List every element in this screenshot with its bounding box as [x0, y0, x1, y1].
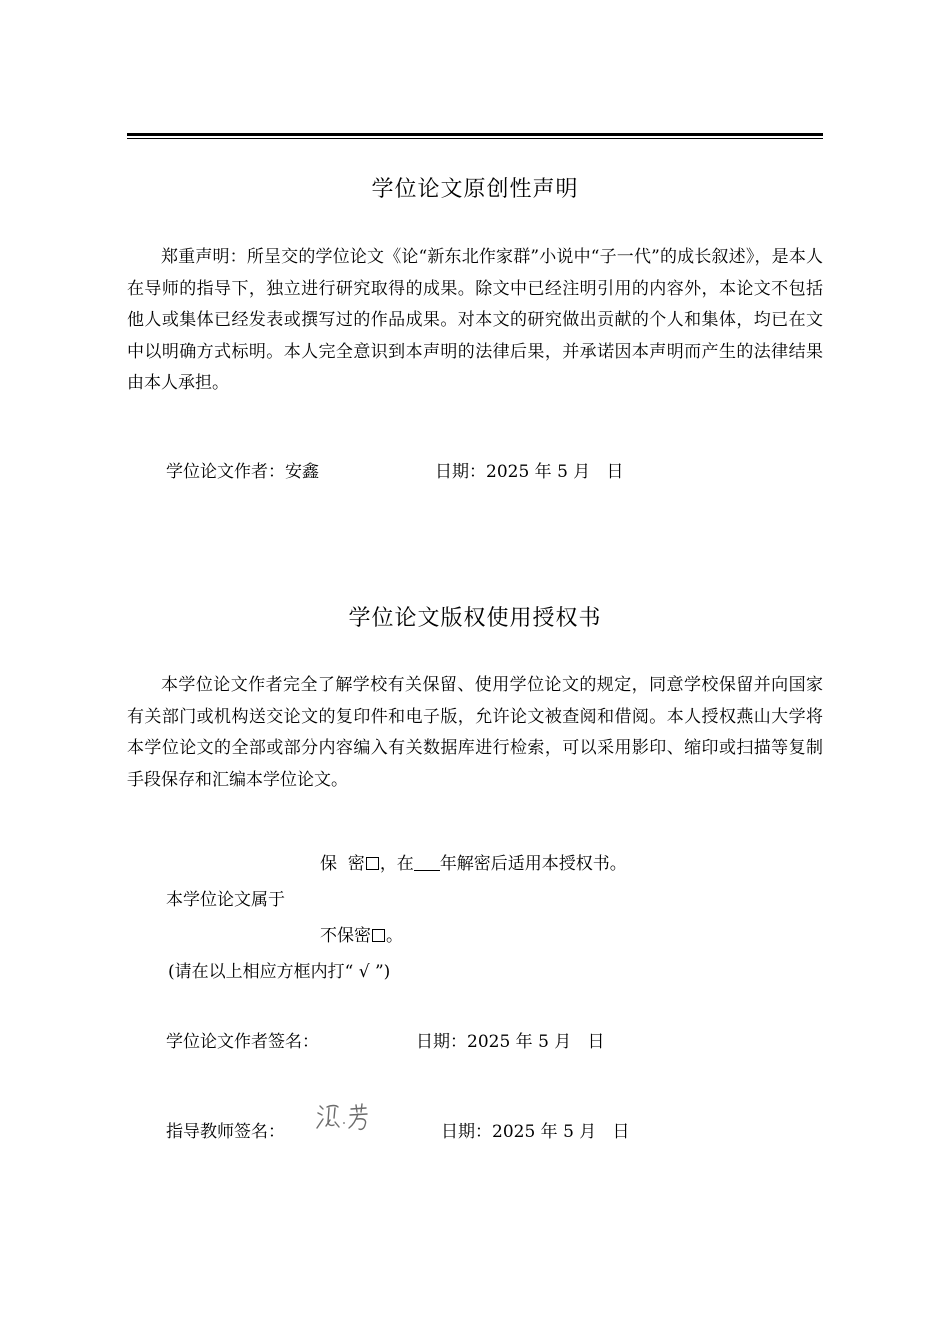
confidential-checkbox[interactable]	[366, 857, 379, 870]
nonconfidential-line	[320, 925, 403, 947]
statement-title: 学位论文原创性声明	[371, 177, 579, 202]
author-date-label: 日期：	[416, 1032, 467, 1052]
advisor-date-line	[441, 1121, 630, 1143]
confidential-label: 保 密	[320, 854, 365, 874]
statement-date-value: 2025 年 5 月 日	[486, 462, 624, 482]
advisor-date-value: 2025 年 5 月 日	[492, 1122, 630, 1142]
nonconfidential-checkbox[interactable]	[372, 929, 385, 942]
confidential-suffix: 年解密后适用本授权书。	[439, 854, 627, 874]
authorization-body: 本学位论文作者完全了解学校有关保留、使用学位论文的规定，同意学校保留并向国家有关部门或机构送交论文的复印件和电子版，允许论文被查阅和借阅。本人授权燕山大学将本学位论文的全部或部分内容编入有关数据库进行检索，可以采用影印、缩印或扫描等复制手段保存和汇编本学位论文。	[127, 675, 823, 790]
statement-body: 郑重声明：所呈交的学位论文《论“新东北作家群”小说中“子一代”的成长叙述》，是本人在导师的指导下，独立进行研究取得的成果。除文中已经注明引用的内容外，本论文不包括他人或集体已经发表或撰写过的作品成果。对本文的研究做出贡献的个人和集体，均已在文中以明确方式标明。本人完全意识到本声明的法律后果，并承诺因本声明而产生的法律结果由本人承担。	[127, 247, 823, 393]
statement-date-line	[435, 461, 624, 483]
top-rule-thin	[127, 138, 823, 139]
confidential-mid: ，在	[379, 854, 414, 874]
author-date-line	[416, 1031, 605, 1053]
nonconfidential-suffix: 。	[386, 926, 403, 946]
statement-date-label: 日期：	[435, 462, 486, 482]
statement-author-label: 学位论文作者：	[166, 462, 285, 482]
belongs-label: 本学位论文属于	[166, 890, 285, 910]
advisor-date-label: 日期：	[441, 1122, 492, 1142]
author-date-value: 2025 年 5 月 日	[467, 1032, 605, 1052]
confidential-line	[320, 853, 627, 875]
advisor-signature-image	[314, 1100, 374, 1136]
instruction-text: (请在以上相应方框内打“ √ ”)	[168, 962, 391, 982]
statement-author-line	[166, 461, 319, 483]
top-rule-thick	[127, 133, 823, 136]
author-sign-label: 学位论文作者签名：	[166, 1032, 319, 1052]
nonconfidential-label: 不保密	[320, 926, 371, 946]
authorization-title: 学位论文版权使用授权书	[348, 606, 602, 631]
statement-author-name: 安鑫	[285, 462, 319, 482]
advisor-sign-label: 指导教师签名：	[166, 1122, 285, 1142]
years-blank[interactable]	[414, 854, 440, 871]
